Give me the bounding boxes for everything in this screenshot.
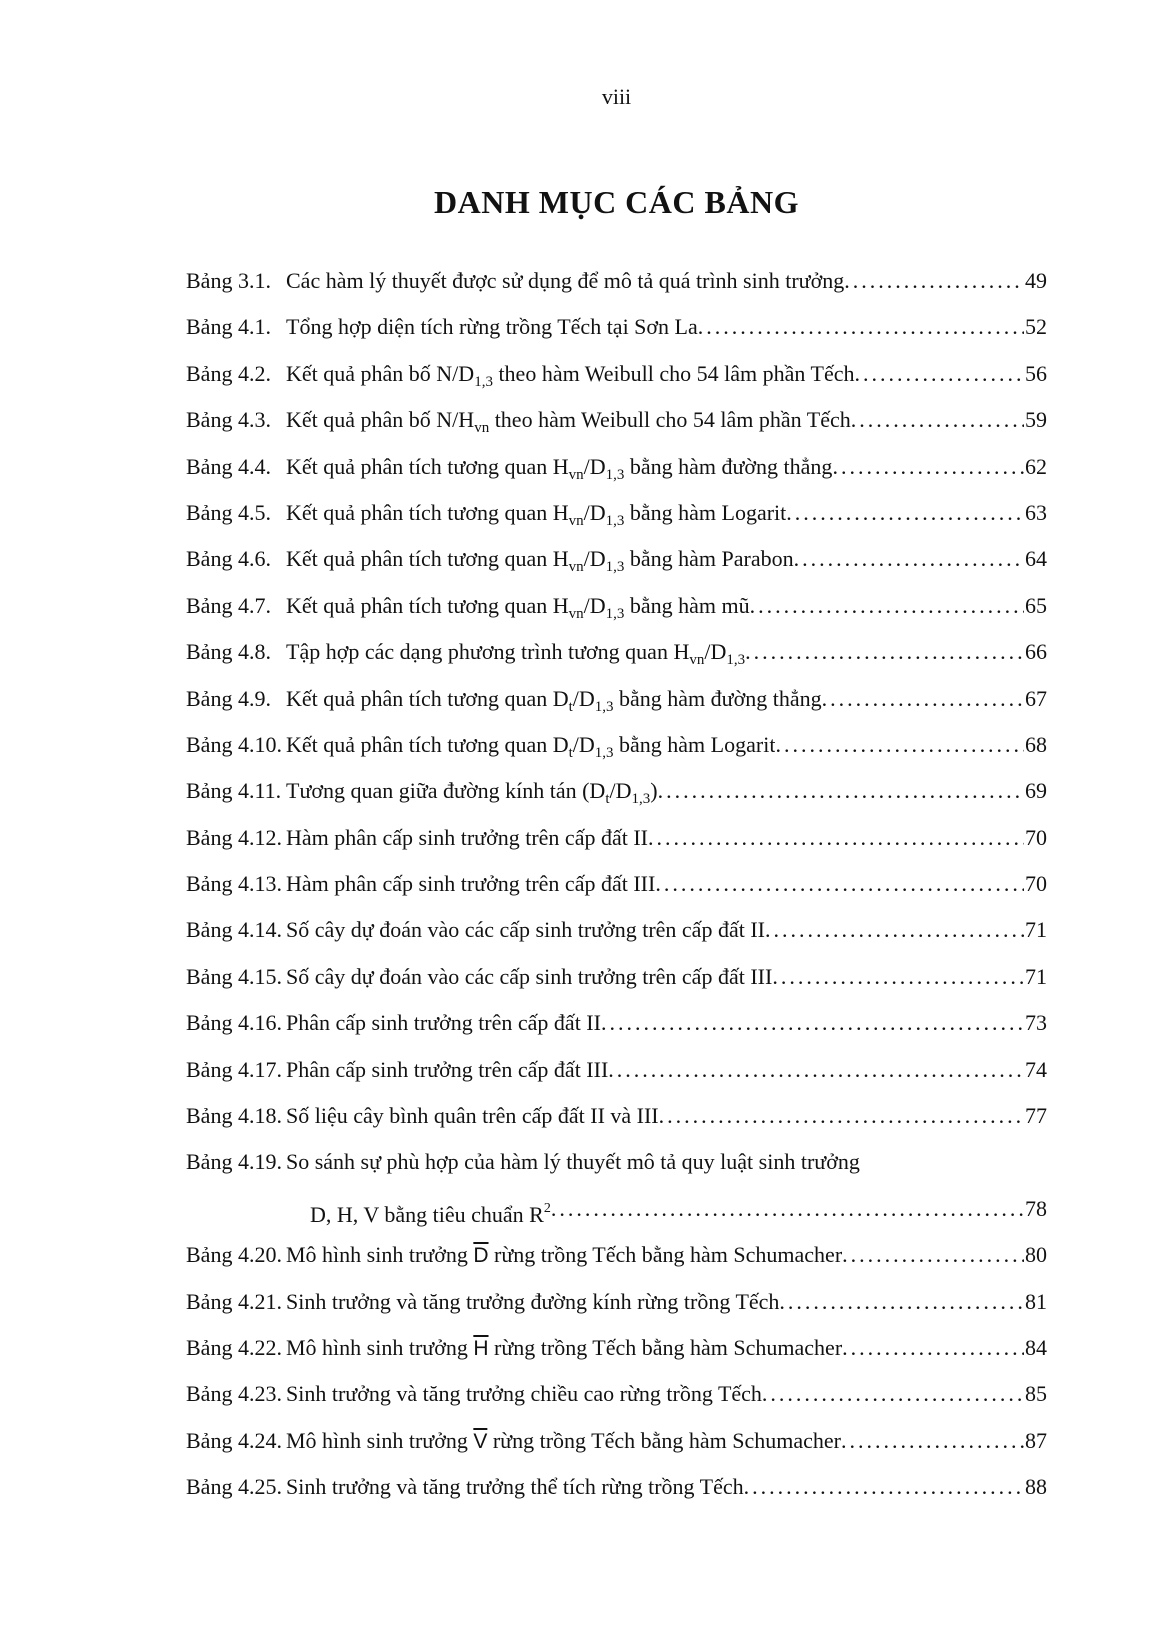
entry-title	[286, 351, 855, 397]
entry-page-number: 64	[1025, 546, 1047, 572]
entry-label: Bảng 4.12.	[186, 824, 282, 850]
subscript-text: 1,3	[605, 466, 625, 483]
toc-entry-row	[186, 629, 1047, 675]
dot-leader	[698, 304, 1024, 350]
entry-title	[286, 1232, 842, 1278]
title-text: Kết quả phân tích tương quan H	[286, 592, 569, 618]
subscript-text: vn	[568, 466, 584, 483]
subscript-text: 1,3	[631, 791, 651, 808]
subscript-text: t	[568, 698, 573, 715]
entry-page-number: 49	[1025, 268, 1047, 293]
title-text: rừng trồng Tếch bằng hàm Schumacher	[488, 1334, 843, 1360]
subscript-text: 1,3	[605, 559, 625, 576]
entry-label: Bảng 4.5.	[186, 499, 271, 525]
dot-leader	[842, 1232, 1024, 1278]
toc-entry-row	[186, 1418, 1047, 1464]
toc-entry-row	[186, 1186, 1047, 1232]
title-text: /D	[583, 453, 606, 479]
toc-entry-row	[186, 490, 1047, 536]
entry-title	[286, 444, 832, 490]
table-of-contents-list	[186, 258, 1047, 1511]
entry-label	[186, 1186, 286, 1232]
entry-label: Bảng 4.11.	[186, 778, 282, 804]
entry-page-number: 67	[1025, 685, 1047, 711]
subscript-text: vn	[568, 605, 584, 622]
entry-title	[286, 1186, 551, 1232]
dot-leader	[841, 1418, 1024, 1464]
title-text: Kết quả phân tích tương quan D	[286, 731, 569, 757]
title-text: /D	[583, 546, 606, 572]
dot-leader	[655, 861, 1024, 907]
entry-label: Bảng 3.1.	[186, 268, 271, 293]
overline-mean-symbol: $\overline{D}$	[473, 1244, 489, 1268]
entry-title	[286, 258, 844, 304]
toc-entry-row	[186, 1047, 1047, 1093]
title-text: theo hàm Weibull cho 54 lâm phần Tếch	[492, 360, 855, 386]
title-text: Kết quả phân tích tương quan H	[286, 499, 569, 525]
entry-page-number: 56	[1025, 360, 1047, 386]
title-text: Hàm phân cấp sinh trưởng trên cấp đất III	[286, 871, 656, 897]
entry-title	[286, 907, 765, 953]
toc-entry-row	[186, 1325, 1047, 1371]
title-text: )	[650, 778, 658, 804]
title-text: So sánh sự phù hợp của hàm lý thuyết mô tả quy luật sinh trưởng	[286, 1149, 860, 1175]
entry-page-number: 68	[1025, 731, 1047, 757]
title-text: Số cây dự đoán vào các cấp sinh trưởng trên cấp đất II	[286, 917, 765, 943]
title-text: Tổng hợp diện tích rừng trồng Tếch tại Sơn La	[286, 314, 698, 340]
subscript-text: vn	[689, 652, 705, 669]
entry-title	[286, 1325, 842, 1371]
dot-leader	[794, 536, 1024, 582]
toc-entry-row	[186, 815, 1047, 861]
toc-entry-row	[186, 304, 1047, 350]
dot-leader	[750, 583, 1024, 629]
dot-leader	[822, 676, 1024, 722]
overline-mean-symbol: $\overline{H}$	[473, 1336, 489, 1360]
entry-label: Bảng 4.18.	[186, 1103, 282, 1129]
dot-leader	[601, 1000, 1024, 1046]
entry-title	[286, 954, 772, 1000]
dot-leader	[842, 1325, 1024, 1371]
toc-entry-row	[186, 1371, 1047, 1417]
dot-leader	[744, 1464, 1024, 1510]
subscript-text: vn	[568, 559, 584, 576]
entry-page-number: 69	[1025, 778, 1047, 804]
title-text: bằng hàm Logarit	[613, 731, 776, 757]
title-text: /D	[572, 685, 595, 711]
title-text: Kết quả phân tích tương quan D	[286, 685, 569, 711]
toc-entry-row	[186, 1279, 1047, 1325]
toc-entry-row	[186, 722, 1047, 768]
dot-leader	[844, 258, 1024, 304]
toc-entry-row	[186, 351, 1047, 397]
entry-page-number: 66	[1025, 639, 1047, 665]
title-text: rừng trồng Tếch bằng hàm Schumacher	[487, 1427, 841, 1453]
title-text: /D	[704, 639, 727, 665]
title-text: Số liệu cây bình quân trên cấp đất II và III	[286, 1103, 659, 1129]
dot-leader	[659, 1093, 1024, 1139]
title-text: Mô hình sinh trưởng	[286, 1334, 474, 1360]
entry-page-number: 81	[1025, 1288, 1047, 1314]
entry-label: Bảng 4.13.	[186, 871, 282, 897]
dot-leader	[772, 954, 1024, 1000]
dot-leader	[765, 907, 1024, 953]
entry-title	[286, 536, 794, 582]
title-text: D, H, V bằng tiêu chuẩn R	[310, 1201, 544, 1227]
dot-leader	[786, 490, 1024, 536]
dot-leader	[551, 1186, 1024, 1232]
dot-leader	[855, 351, 1025, 397]
title-text: Sinh trưởng và tăng trưởng thể tích rừng trồng Tếch	[286, 1474, 744, 1500]
dot-leader	[745, 629, 1024, 675]
dot-leader	[775, 722, 1024, 768]
entry-page-number: 80	[1025, 1242, 1047, 1268]
dot-leader	[832, 444, 1024, 490]
entry-label: Bảng 4.3.	[186, 407, 271, 433]
subscript-text: 1,3	[474, 373, 493, 390]
title-text: bằng hàm Parabon	[624, 546, 794, 572]
toc-entry-row	[186, 1000, 1047, 1046]
entry-page-number: 65	[1025, 592, 1047, 618]
dot-leader	[779, 1279, 1024, 1325]
entry-page-number: 63	[1025, 499, 1047, 525]
entry-title	[286, 861, 655, 907]
title-text: Số cây dự đoán vào các cấp sinh trưởng trên cấp đất III	[286, 963, 773, 989]
entry-title	[286, 1279, 779, 1325]
page-number-folio: viii	[601, 84, 632, 109]
entry-label: Bảng 4.17.	[186, 1056, 282, 1082]
title-text: Kết quả phân bố N/D	[286, 360, 475, 386]
subscript-text: 1,3	[605, 605, 625, 622]
title-text: Sinh trưởng và tăng trưởng chiều cao rừng trồng Tếch	[286, 1381, 762, 1407]
dot-leader	[648, 815, 1024, 861]
toc-entry-row	[186, 536, 1047, 582]
title-text: Kết quả phân tích tương quan H	[286, 546, 569, 572]
title-text: Tương quan giữa đường kính tán (D	[286, 778, 606, 804]
entry-title	[286, 1093, 659, 1139]
title-text: Phân cấp sinh trưởng trên cấp đất II	[286, 1010, 601, 1036]
entry-page-number: 77	[1025, 1103, 1047, 1129]
title-text: bằng hàm mũ	[624, 592, 750, 618]
entry-label: Bảng 4.9.	[186, 685, 271, 711]
entry-title	[286, 1139, 860, 1185]
dot-leader	[762, 1371, 1024, 1417]
entry-title	[286, 722, 775, 768]
subscript-text: 1,3	[605, 512, 625, 529]
entry-page-number: 62	[1025, 453, 1047, 479]
entry-page-number: 87	[1025, 1427, 1047, 1453]
title-text: bằng hàm Logarit	[624, 499, 787, 525]
toc-entry-row	[186, 676, 1047, 722]
title-text: Kết quả phân tích tương quan H	[286, 453, 569, 479]
title-text: bằng hàm đường thẳng	[613, 685, 822, 711]
superscript-text: 2	[543, 1200, 551, 1216]
entry-label: Bảng 4.21.	[186, 1288, 282, 1314]
entry-page-number: 52	[1025, 314, 1047, 340]
entry-page-number: 85	[1025, 1381, 1047, 1407]
entry-label: Bảng 4.15.	[186, 963, 282, 989]
entry-label: Bảng 4.8.	[186, 639, 271, 665]
page-title: DANH MỤC CÁC BẢNG	[434, 184, 799, 220]
entry-title	[286, 490, 786, 536]
entry-page-number: 59	[1025, 407, 1047, 433]
entry-title	[286, 629, 745, 675]
toc-entry-row	[186, 768, 1047, 814]
title-text: Các hàm lý thuyết được sử dụng để mô tả quá trình sinh trưởng	[286, 268, 845, 293]
subscript-text: t	[568, 744, 573, 761]
entry-title	[286, 1371, 762, 1417]
entry-label: Bảng 4.22.	[186, 1334, 282, 1360]
entry-title	[286, 583, 750, 629]
toc-entry-row	[186, 397, 1047, 443]
entry-title	[286, 1418, 841, 1464]
entry-label: Bảng 4.23.	[186, 1381, 282, 1407]
entry-page-number: 71	[1025, 963, 1047, 989]
title-text: /D	[609, 778, 632, 804]
title-text: Mô hình sinh trưởng	[286, 1427, 474, 1453]
title-text: /D	[583, 592, 606, 618]
title-text: /D	[572, 731, 595, 757]
entry-title	[286, 815, 648, 861]
entry-label: Bảng 4.4.	[186, 453, 271, 479]
subscript-text: t	[605, 791, 610, 808]
subscript-text: vn	[568, 512, 584, 529]
toc-entry-row	[186, 1232, 1047, 1278]
entry-page-number: 84	[1025, 1334, 1047, 1360]
entry-page-number: 74	[1025, 1056, 1047, 1082]
toc-entry-row	[186, 444, 1047, 490]
title-text: Sinh trưởng và tăng trưởng đường kính rừng trồng Tếch	[286, 1288, 780, 1314]
toc-entry-row	[186, 907, 1047, 953]
entry-label: Bảng 4.20.	[186, 1242, 282, 1268]
title-text: bằng hàm đường thẳng	[624, 453, 833, 479]
dot-leader	[658, 768, 1024, 814]
entry-label: Bảng 4.24.	[186, 1427, 282, 1453]
entry-title	[286, 1047, 608, 1093]
entry-title	[286, 676, 822, 722]
title-text: Kết quả phân bố N/H	[286, 407, 475, 433]
dot-leader	[851, 397, 1024, 443]
entry-label: Bảng 4.16.	[186, 1010, 282, 1036]
title-text: theo hàm Weibull cho 54 lâm phần Tếch	[489, 407, 851, 433]
entry-label: Bảng 4.19.	[186, 1149, 282, 1175]
entry-title	[286, 768, 658, 814]
subscript-text: vn	[474, 420, 490, 437]
subscript-text: 1,3	[594, 744, 614, 761]
entry-page-number: 71	[1025, 917, 1047, 943]
entry-label: Bảng 4.2.	[186, 360, 271, 386]
entry-label: Bảng 4.6.	[186, 546, 271, 572]
title-text: Mô hình sinh trưởng	[286, 1242, 474, 1268]
entry-page-number: 70	[1025, 871, 1047, 897]
toc-entry-row	[186, 954, 1047, 1000]
toc-entry-row	[186, 258, 1047, 304]
dot-leader	[608, 1047, 1024, 1093]
entry-page-number: 78	[1025, 1195, 1047, 1221]
entry-title	[286, 1000, 601, 1046]
entry-title	[286, 1464, 744, 1510]
toc-entry-row	[186, 1093, 1047, 1139]
entry-label: Bảng 4.25.	[186, 1474, 282, 1500]
entry-label: Bảng 4.10.	[186, 731, 282, 757]
overline-mean-symbol: $\overline{V}$	[473, 1429, 488, 1453]
toc-entry-row	[186, 583, 1047, 629]
entry-page-number: 73	[1025, 1010, 1047, 1036]
title-text: Phân cấp sinh trưởng trên cấp đất III	[286, 1056, 609, 1082]
toc-entry-row	[186, 861, 1047, 907]
entry-label: Bảng 4.7.	[186, 592, 271, 618]
entry-label: Bảng 4.1.	[186, 314, 271, 340]
title-text: Hàm phân cấp sinh trưởng trên cấp đất II	[286, 824, 648, 850]
entry-title	[286, 304, 698, 350]
title-text: Tập hợp các dạng phương trình tương quan H	[286, 639, 690, 665]
title-text: rừng trồng Tếch bằng hàm Schumacher	[488, 1242, 843, 1268]
entry-label: Bảng 4.14.	[186, 917, 282, 943]
toc-entry-row	[186, 1464, 1047, 1510]
subscript-text: 1,3	[594, 698, 614, 715]
entry-title	[286, 397, 851, 443]
entry-page-number: 70	[1025, 824, 1047, 850]
toc-entry-row	[186, 1139, 1047, 1185]
title-text: /D	[583, 499, 606, 525]
entry-page-number: 88	[1025, 1474, 1047, 1500]
subscript-text: 1,3	[726, 652, 746, 669]
